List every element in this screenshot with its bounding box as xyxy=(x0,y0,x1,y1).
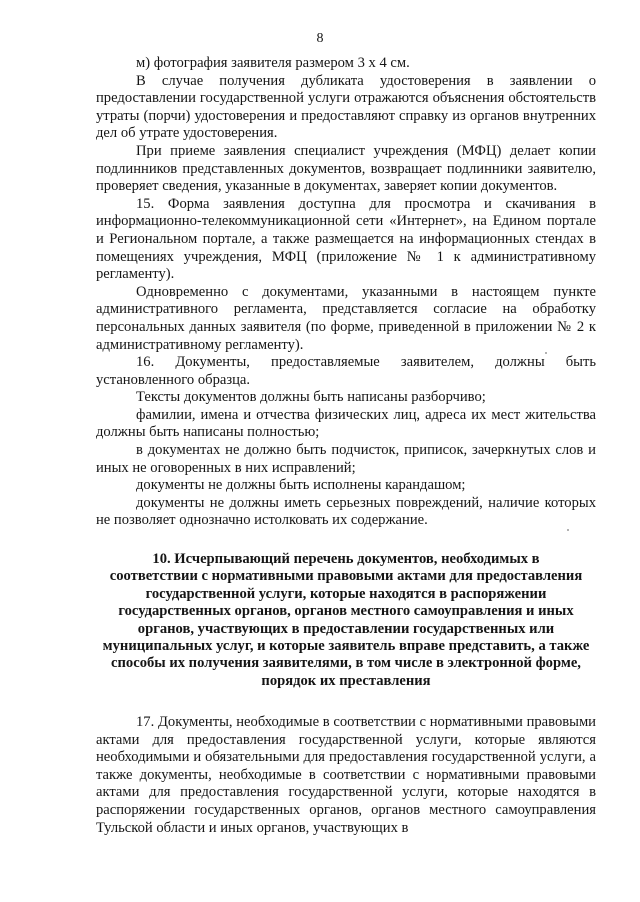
page-number: 8 xyxy=(316,31,324,46)
paragraph-17-required-documents: 17. Документы, необходимые в соответствии с нормативными правовыми актами для предоставления государственной услуги, которые являются необходимыми и обязательными для предоставления государственной услуги, а также документы, необходимые в соответствии с нормативными правовыми актами для предоставления государственной услуги, которые находятся в распоряжении государственных органов, органов местного самоуправления Тульской области и иных органов, участвующих в xyxy=(96,714,596,836)
heading-line: государственных органов, органов местного самоуправления и иных xyxy=(118,603,574,620)
paragraph-mfc-copies: При приеме заявления специалист учреждения (МФЦ) делает копии подлинников представленных документов, возвращает подлинники заявителю, проверяет сведения, указанные в документах, заверяет копии документов. xyxy=(96,142,596,195)
paragraph-duplicate-certificate: В случае получения дубликата удостоверения в заявлении о предоставлении государственной услуги отражаются объяснения обстоятельств утраты (порчи) удостоверения и предоставляют справку из органов внутренних дел об утрате удостоверения. xyxy=(96,72,596,142)
heading-line: соответствии с нормативными правовыми актами для предоставления xyxy=(109,568,583,585)
heading-line: органов, участвующих в предоставлении государственных или xyxy=(137,620,555,637)
scan-speck xyxy=(545,352,547,354)
body-text-lower xyxy=(96,714,596,837)
heading-line: муниципальных услуг, и которые заявитель вправе представить, а также xyxy=(102,638,590,655)
section-10-heading xyxy=(96,551,596,690)
paragraph-no-pencil: документы не должны быть исполнены карандашом; xyxy=(136,477,466,494)
heading-line: порядок их преставления xyxy=(261,672,431,689)
paragraph-personal-data-consent: Одновременно с документами, указанными в настоящем пункте административного регламента, представляется согласие на обработку персональных данных заявителя (по форме, приведенной в приложении № 2 к административному регламенту). xyxy=(96,283,596,353)
paragraph-legible-text: Тексты документов должны быть написаны разборчиво; xyxy=(136,389,486,406)
heading-line: 10. Исчерпывающий перечень документов, необходимых в xyxy=(152,551,540,567)
paragraph-no-corrections: в документах не должно быть подчисток, приписок, зачеркнутых слов и иных не оговоренных в них исправлений; xyxy=(96,442,596,476)
paragraph-16-document-format: 16. Документы, предоставляемые заявителем, должны быть установленного образца. xyxy=(96,354,596,388)
paragraph-no-damage: документы не должны иметь серьезных повреждений, наличие которых не позволяет однозначно истолковать их содержание. xyxy=(96,494,596,529)
scan-speck xyxy=(567,529,569,531)
body-text-upper xyxy=(96,55,596,530)
heading-line: государственной услуги, которые находятся в распоряжении xyxy=(145,585,547,602)
paragraph-full-names: фамилии, имена и отчества физических лиц, адреса их мест жительства должны быть написаны полностью; xyxy=(96,406,596,441)
paragraph-photo-item: м) фотография заявителя размером 3 х 4 см. xyxy=(136,55,410,71)
heading-line: способы их получения заявителями, в том числе в электронной форме, xyxy=(111,655,581,672)
paragraph-15-form-availability: 15. Форма заявления доступна для просмотра и скачивания в информационно-телекоммуникационной сети «Интернет», на Едином портале и Региональном портале, а также размещается на информационных стендах в помещениях учреждения, МФЦ (приложение № 1 к административному регламенту). xyxy=(96,195,596,283)
